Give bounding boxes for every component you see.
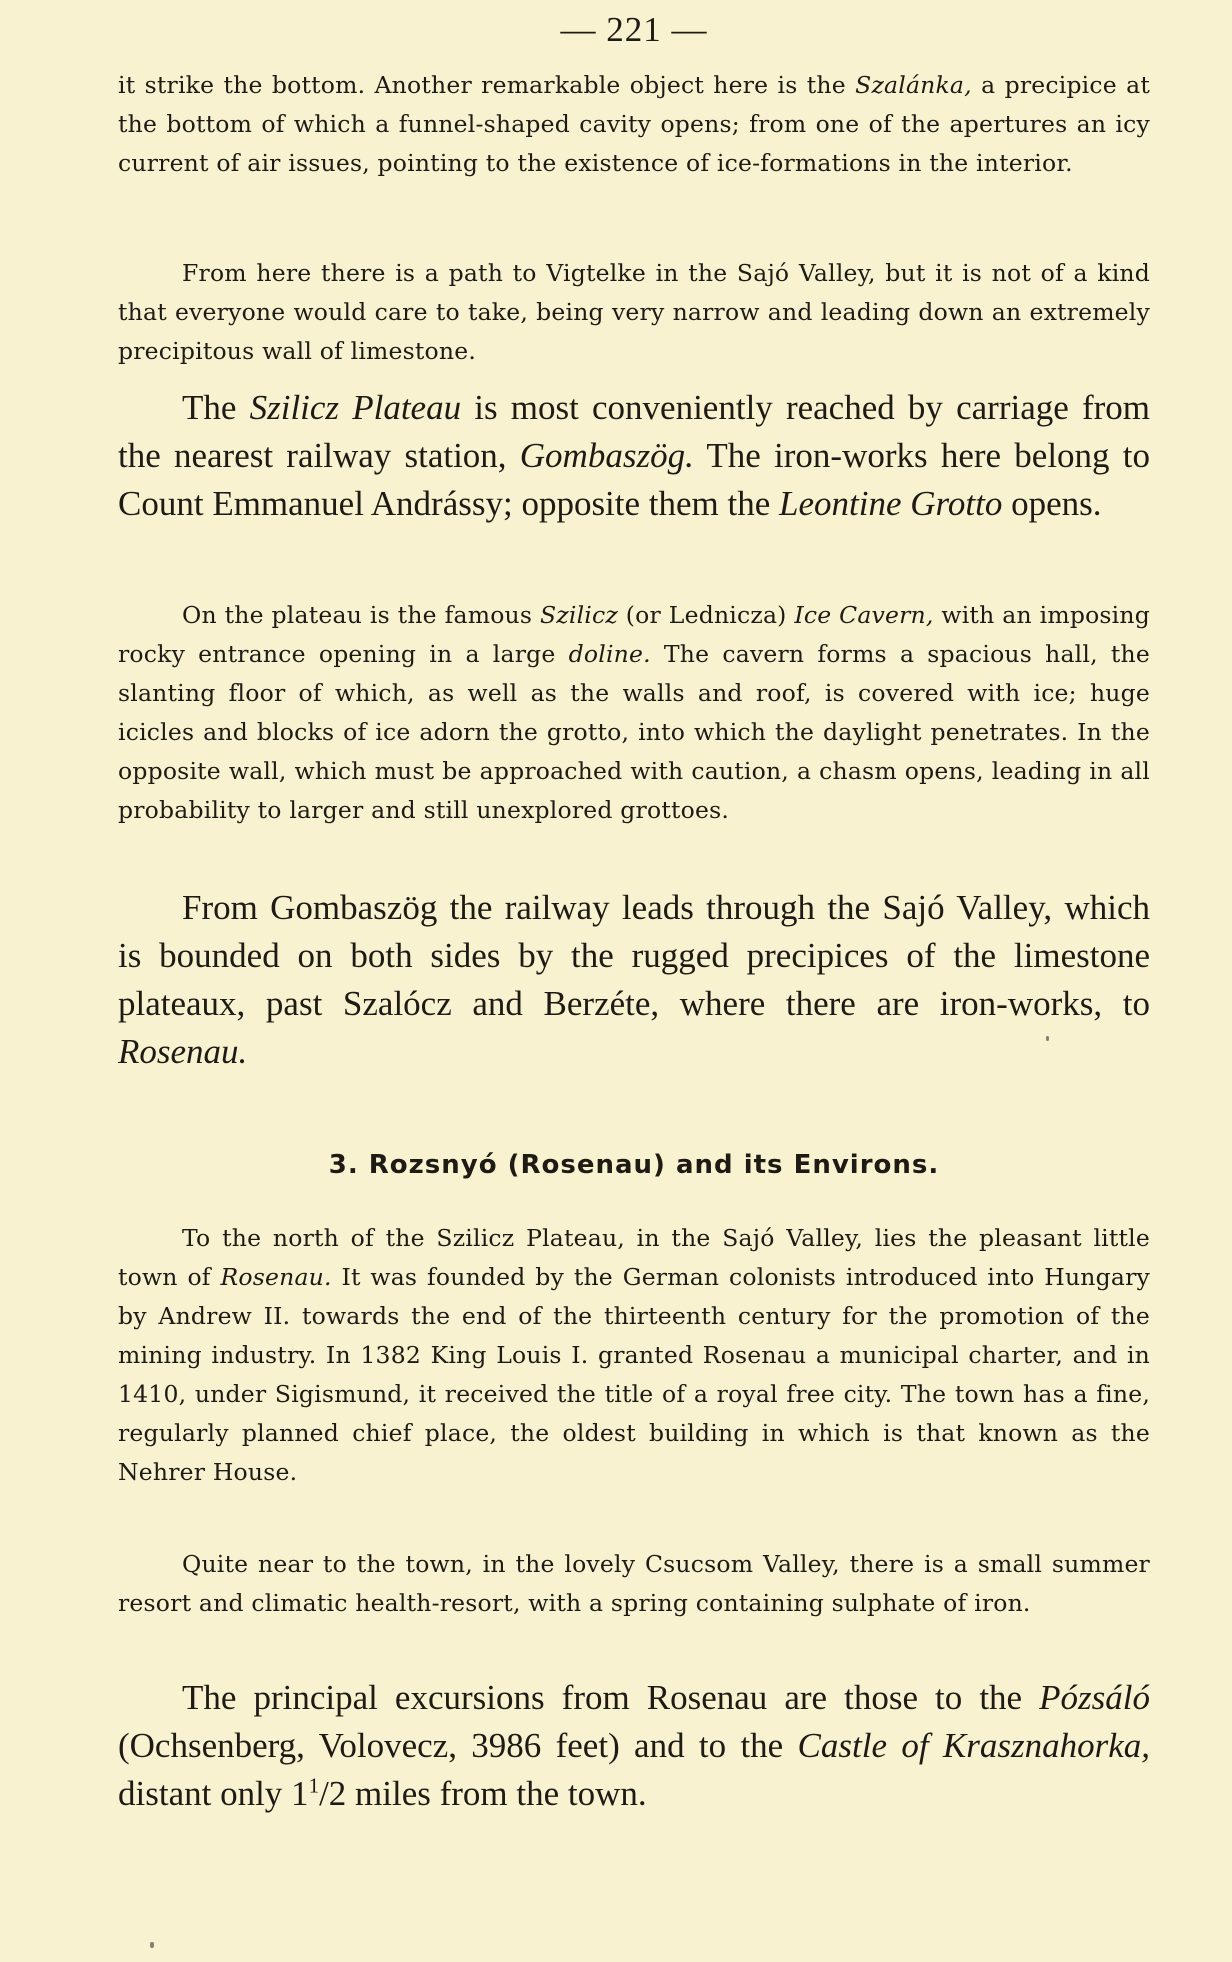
paragraph-excursions bbox=[118, 1674, 1150, 1818]
text-run: (Ochsenberg, Volovecz, 3986 feet) and to the bbox=[118, 1726, 798, 1765]
text-run: is most conveniently reached by carriage from the nearest railway station, bbox=[118, 388, 1150, 475]
text-run: (or Lednicza) bbox=[617, 601, 795, 629]
text-run: The iron-works here belong to Count Emmanuel Andrássy; opposite them the bbox=[118, 436, 1151, 523]
text-run: with an imposing rocky entrance opening in a large bbox=[118, 601, 1150, 668]
text-run: It was founded by the German colonists introduced into Hungary by Andrew II. towards the end of the thirteenth century for the promotion of the mining industry. In 1382 King Louis I. granted Rosenau a municipal charter, and in 1410, under Sigismund, it received the title of a royal free city. The town has a fine, regularly planned chief place, the oldest building in which is that known as the Nehrer House. bbox=[118, 1263, 1150, 1486]
italic-term: Castle of Krasznahorka, bbox=[797, 1726, 1150, 1765]
paper-speck bbox=[150, 1942, 154, 1948]
paper-speck bbox=[1046, 1036, 1049, 1041]
text-run: opens. bbox=[1002, 484, 1102, 523]
paragraph-ice-cavern bbox=[118, 596, 1150, 830]
italic-term: Rosenau. bbox=[220, 1263, 332, 1291]
italic-term: Szilicz Plateau bbox=[249, 388, 462, 427]
paragraph-szilicz-plateau bbox=[118, 384, 1150, 528]
italic-term: Rosenau. bbox=[118, 1032, 248, 1071]
text-run: To the north of the Szilicz Plateau, in the Sajó Valley, lies the pleasant little town of bbox=[118, 1224, 1150, 1291]
italic-term: Szilicz bbox=[539, 601, 618, 629]
section-heading: 3. Rozsnyó (Rosenau) and its Environs. bbox=[328, 1150, 940, 1180]
paragraph-sajo-railway bbox=[118, 884, 1150, 1076]
italic-term: doline. bbox=[568, 640, 651, 668]
text-run: it strike the bottom. Another remarkable object here is the bbox=[118, 71, 856, 99]
italic-term: Ice Cavern, bbox=[794, 601, 934, 629]
paragraph-csucsom-valley: Quite near to the town, in the lovely Csucsom Valley, there is a small summer resort and climatic health-resort, with a spring containing sulphate of iron. bbox=[118, 1550, 1150, 1617]
italic-term: Leontine Grotto bbox=[779, 484, 1003, 523]
italic-term: Gombaszög. bbox=[519, 436, 694, 475]
text-run: distant only 1 bbox=[118, 1774, 309, 1813]
text-run: The cavern forms a spacious hall, the slanting floor of which, as well as the walls and roof, is covered with ice; huge icicles and blocks of ice adorn the grotto, into which the daylight penetrates. In the opposite wall, which must be approached with caution, a chasm opens, leading in all probability to larger and still unexplored grottoes. bbox=[118, 640, 1150, 824]
italic-term: Szalánka, bbox=[855, 71, 972, 99]
text-run: /2 miles from the town. bbox=[319, 1774, 647, 1813]
text-run: From Gombaszög the railway leads through the Sajó Valley, which is bounded on both sides by the rugged precipices of the limestone plateaux, past Szalócz and Berzéte, where there are iron-works, to bbox=[118, 888, 1150, 1023]
text-run: On the plateau is the famous bbox=[182, 601, 540, 629]
paragraph-rosenau-history bbox=[118, 1219, 1150, 1492]
page-number: — 221 — bbox=[560, 10, 708, 49]
italic-term: Pózsáló bbox=[1039, 1678, 1150, 1717]
text-run: a precipice at the bottom of which a funnel-shaped cavity opens; from one of the apertures an icy current of air issues, pointing to the existence of ice-formations in the interior. bbox=[118, 71, 1150, 177]
text-run: The bbox=[182, 388, 250, 427]
text-run: The principal excursions from Rosenau are those to the bbox=[182, 1678, 1040, 1717]
paragraph-szalanka bbox=[118, 66, 1150, 183]
superscript-numerator: 1 bbox=[308, 1773, 320, 1798]
paragraph-vigtelke-path: From here there is a path to Vigtelke in the Sajó Valley, but it is not of a kind that everyone would care to take, being very narrow and leading down an extremely precipitous wall of limestone. bbox=[118, 259, 1150, 365]
